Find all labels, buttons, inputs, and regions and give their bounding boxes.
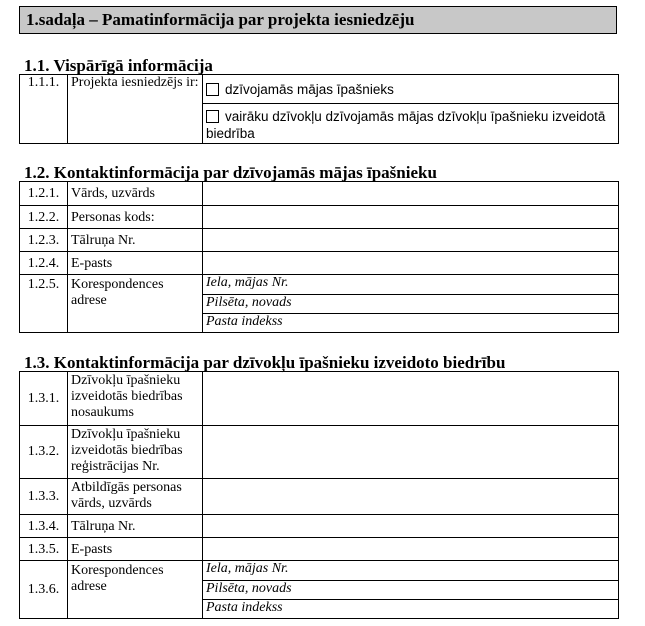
row-label: Korespondences adrese xyxy=(68,561,203,619)
row-number: 1.2.5. xyxy=(20,275,68,333)
row-label: Atbildīgās personas vārds, uzvārds xyxy=(68,479,203,515)
street-field[interactable]: Iela, mājas Nr. xyxy=(203,275,618,294)
city-field[interactable]: Pilsēta, novads xyxy=(203,580,618,599)
row-label: Personas kods: xyxy=(68,206,203,229)
association-contact-table xyxy=(19,371,619,619)
row-number: 1.2.4. xyxy=(20,252,68,275)
registration-number-input[interactable] xyxy=(203,426,619,479)
row-label: Vārds, uzvārds xyxy=(68,182,203,206)
option-owner[interactable] xyxy=(203,75,618,104)
email-input[interactable] xyxy=(203,252,619,275)
row-number: 1.2.2. xyxy=(20,206,68,229)
section-1-2-title: 1.2. Kontaktinformācija par dzīvojamās mājas īpašnieku xyxy=(24,163,437,182)
general-info-table xyxy=(19,74,619,144)
row-number: 1.1.1. xyxy=(20,75,68,144)
personal-code-input[interactable] xyxy=(203,206,619,229)
postal-field[interactable]: Pasta indekss xyxy=(206,313,283,329)
row-number: 1.3.5. xyxy=(20,538,68,561)
row-label: Tālruņa Nr. xyxy=(68,515,203,538)
section-header: 1.sadaļa – Pamatinformācija par projekta iesniedzēju xyxy=(19,6,617,34)
row-number: 1.3.4. xyxy=(20,515,68,538)
postal-field[interactable]: Pasta indekss xyxy=(206,599,283,615)
email-input[interactable] xyxy=(203,538,619,561)
row-label: Dzīvokļu īpašnieku izveidotās biedrības nosaukums xyxy=(68,372,203,426)
row-number: 1.3.2. xyxy=(20,426,68,479)
row-label: Korespondences adrese xyxy=(68,275,203,333)
row-label: E-pasts xyxy=(68,538,203,561)
name-input[interactable] xyxy=(203,182,619,206)
row-number: 1.3.6. xyxy=(20,561,68,619)
row-number: 1.3.3. xyxy=(20,479,68,515)
association-name-input[interactable] xyxy=(203,372,619,426)
row-label: Dzīvokļu īpašnieku izveidotās biedrības reģistrācijas Nr. xyxy=(68,426,203,479)
row-label: Tālruņa Nr. xyxy=(68,229,203,252)
option-association-label: vairāku dzīvokļu dzīvojamās mājas dzīvokļu īpašnieku izveidotā biedrība xyxy=(206,109,606,141)
phone-input[interactable] xyxy=(203,515,619,538)
option-owner-label: dzīvojamās mājas īpašnieks xyxy=(225,82,394,97)
checkbox-association[interactable] xyxy=(206,110,219,123)
row-number: 1.2.3. xyxy=(20,229,68,252)
row-label: E-pasts xyxy=(68,252,203,275)
phone-input[interactable] xyxy=(203,229,619,252)
address-fields xyxy=(203,561,619,619)
section-1-1-title: 1.1. Vispārīgā informācija xyxy=(24,56,213,75)
row-number: 1.2.1. xyxy=(20,182,68,206)
checkbox-owner[interactable] xyxy=(206,83,219,96)
option-association[interactable] xyxy=(203,104,618,142)
row-number: 1.3.1. xyxy=(20,372,68,426)
section-1-3-title: 1.3. Kontaktinformācija par dzīvokļu īpašnieku izveidoto biedrību xyxy=(24,353,506,372)
applicant-options xyxy=(203,75,619,144)
owner-contact-table xyxy=(19,181,619,333)
city-field[interactable]: Pilsēta, novads xyxy=(203,294,618,313)
row-label: Projekta iesniedzējs ir: xyxy=(68,75,203,144)
address-fields xyxy=(203,275,619,333)
street-field[interactable]: Iela, mājas Nr. xyxy=(203,561,618,580)
responsible-person-input[interactable] xyxy=(203,479,619,515)
